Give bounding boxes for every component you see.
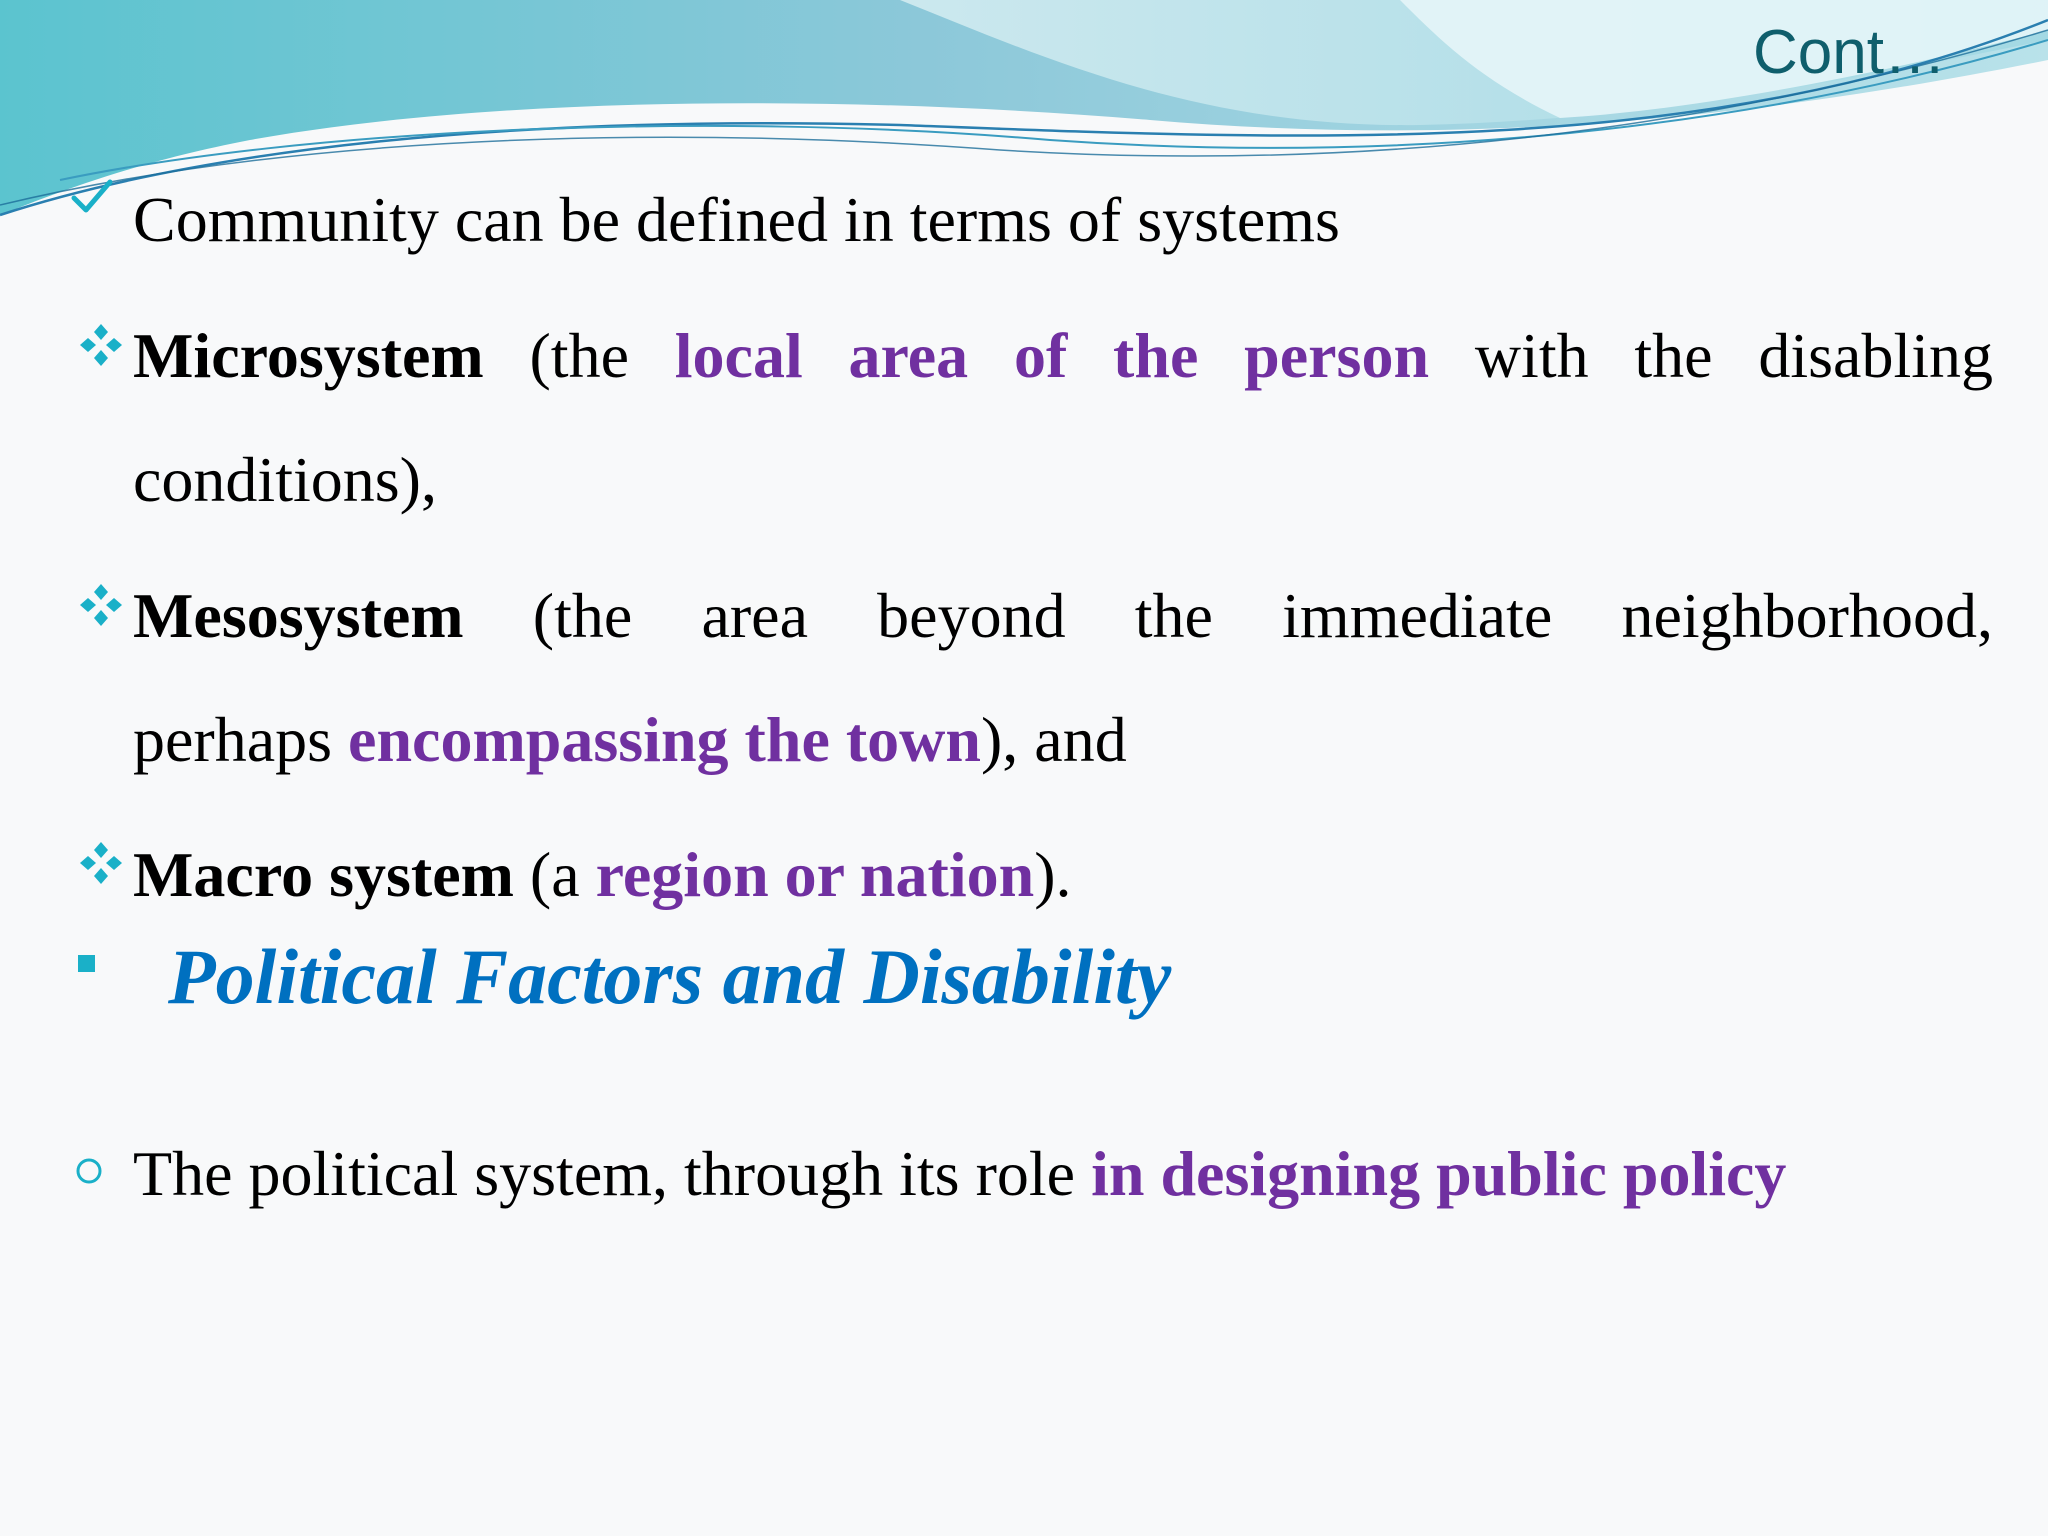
four-diamond-icon: [78, 322, 124, 368]
macrosystem-highlight: region or nation: [595, 839, 1035, 910]
political-line: [133, 1138, 1787, 1209]
highlight-word: the: [1113, 320, 1199, 391]
word: disabling: [1758, 320, 1993, 391]
mesosystem-line-2: [133, 704, 1127, 775]
word: immediate: [1282, 580, 1553, 651]
word: the: [1634, 320, 1713, 391]
circle-bullet-icon: [74, 1156, 104, 1186]
highlight-word: local: [674, 320, 803, 391]
word: (the: [529, 320, 629, 391]
word: area: [701, 580, 808, 651]
mesosystem-term: Mesosystem: [133, 580, 464, 651]
four-diamond-icon: [78, 582, 124, 628]
intro-text: Community can be defined in terms of systems: [133, 184, 1340, 255]
word: beyond: [877, 580, 1066, 651]
highlight-word: of: [1013, 320, 1068, 391]
microsystem-line-1: [133, 320, 1993, 391]
microsystem-line-2: conditions),: [133, 444, 437, 515]
mesosystem-prefix: perhaps: [133, 704, 349, 775]
word: (the: [532, 580, 633, 651]
checkmark-icon: [70, 178, 114, 218]
word: with: [1474, 320, 1589, 391]
section-heading: Political Factors and Disability: [168, 933, 1172, 1020]
word: the: [1134, 580, 1213, 651]
political-prefix: The political system, through its role: [133, 1138, 1092, 1209]
word: neighborhood,: [1621, 580, 1993, 651]
highlight-word: person: [1244, 320, 1430, 391]
microsystem-term: Microsystem: [133, 320, 484, 391]
macrosystem-prefix: (a: [513, 839, 596, 910]
highlight-word: area: [848, 320, 969, 391]
square-bullet-icon: [78, 955, 95, 972]
political-highlight: in designing public policy: [1091, 1138, 1787, 1209]
mesosystem-line-1: [133, 580, 1993, 651]
slide-title: Cont…: [1753, 18, 1946, 87]
four-diamond-icon: [78, 840, 124, 886]
macrosystem-line: [133, 839, 1072, 910]
mesosystem-highlight: encompassing the town: [348, 704, 981, 775]
macrosystem-suffix: ).: [1034, 839, 1072, 910]
macrosystem-term: Macro system: [133, 839, 514, 910]
mesosystem-suffix: ), and: [980, 704, 1127, 775]
